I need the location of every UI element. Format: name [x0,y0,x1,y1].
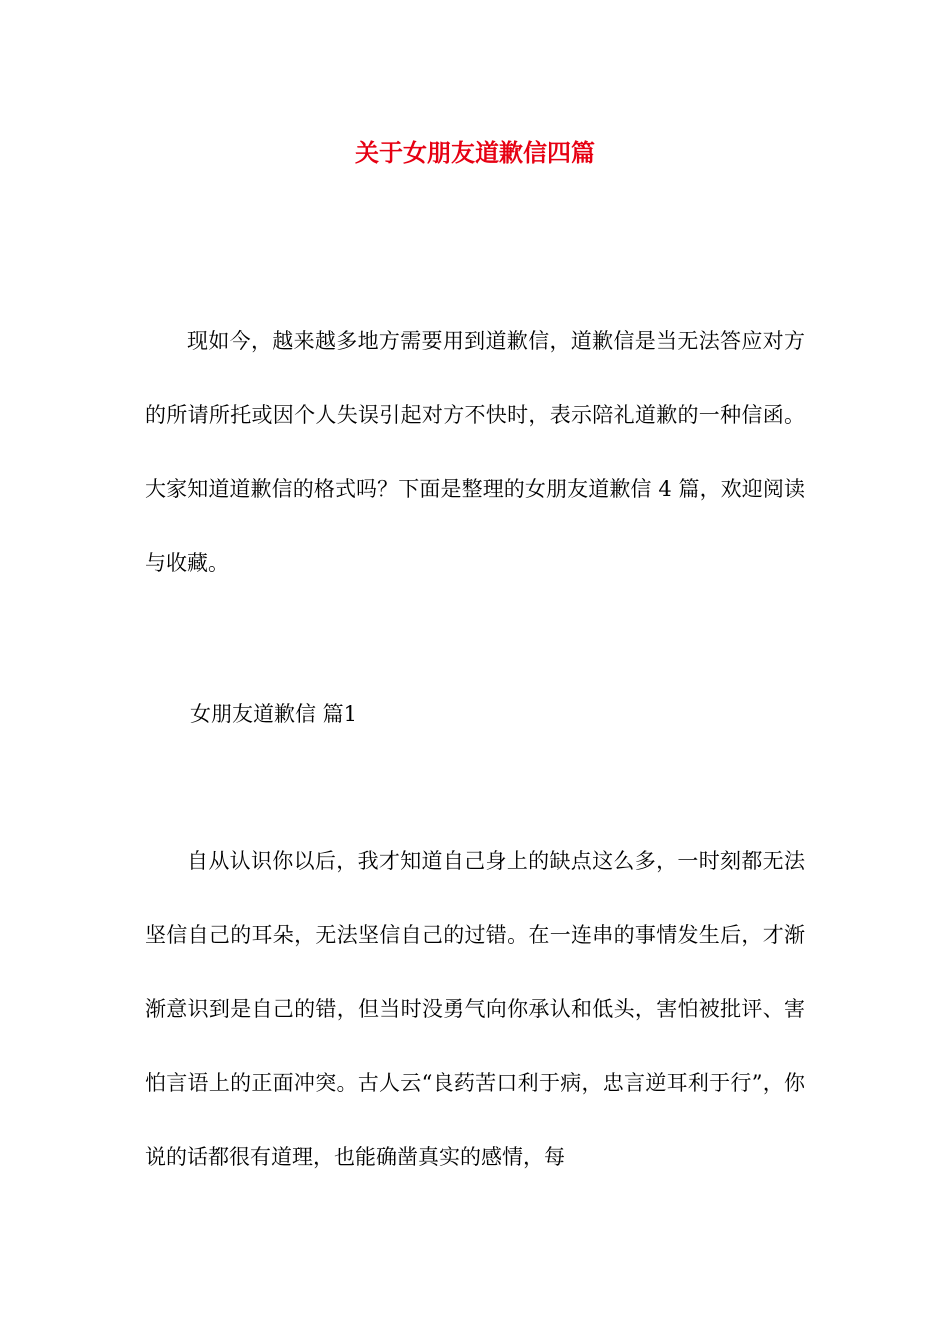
document-title: 关于女朋友道歉信四篇 [355,138,595,167]
intro-paragraph: 现如今，越来越多地方需要用到道歉信，道歉信是当无法答应对方的所请所托或因个人失误引起对方不快时，表示陪礼道歉的一种信函。大家知道道歉信的格式吗？下面是整理的女朋友道歉信 4 篇，欢迎阅读与收藏。 [145,329,805,575]
section-heading: 女朋友道歉信 篇1 [190,702,358,726]
body-paragraph: 自从认识你以后，我才知道自己身上的缺点这么多，一时刻都无法坚信自己的耳朵，无法坚信自己的过错。在一连串的事情发生后，才渐渐意识到是自己的错，但当时没勇气向你承认和低头，害怕被批评、害怕言语上的正面冲突。古人云“良药苦口利于病，忠言逆耳利于行”，你说的话都很有道理，也能确凿真实的感情，每 [145,849,805,1169]
